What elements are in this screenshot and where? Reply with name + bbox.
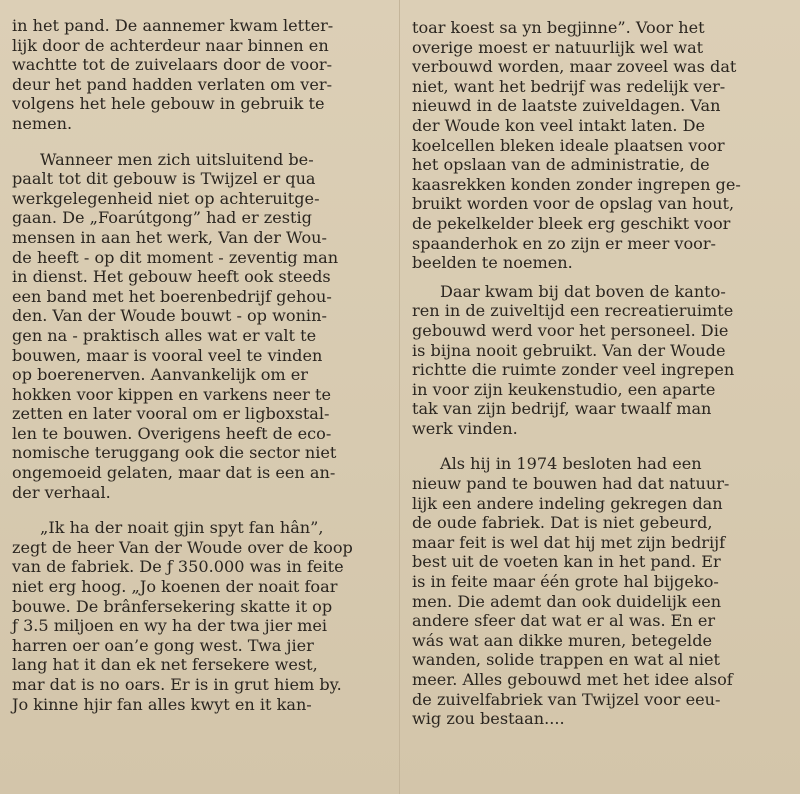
paragraph bbox=[12, 150, 390, 503]
text-line: lang hat it dan ek net fersekere west, bbox=[12, 655, 318, 675]
text-line: lijk door de achterdeur naar binnen en bbox=[12, 35, 329, 55]
text-line: het opslaan van de administratie, de bbox=[412, 155, 710, 175]
text-line: mensen in aan het werk, Van der Wou- bbox=[12, 227, 327, 247]
text-line: gen na - praktisch alles wat er valt te bbox=[12, 325, 317, 345]
column-divider bbox=[399, 0, 400, 794]
text-line: op boerenerven. Aanvankelijk om er bbox=[12, 365, 308, 385]
text-line: de oude fabriek. Dat is niet gebeurd, bbox=[412, 513, 713, 533]
text-line: ren in de zuiveltijd een recreatieruimte bbox=[412, 301, 734, 321]
text-line: wanden, solide trappen en wat al niet bbox=[412, 650, 721, 670]
text-line: ƒ 3.5 miljoen en wy ha der twa jier mei bbox=[12, 616, 328, 636]
text-line: nemen. bbox=[12, 113, 73, 133]
text-line: wás wat aan dikke muren, betegelde bbox=[412, 630, 713, 650]
text-line: len te bouwen. Overigens heeft de eco- bbox=[12, 423, 332, 443]
text-line: maar feit is wel dat hij met zijn bedrijf bbox=[412, 532, 726, 552]
right-column bbox=[412, 18, 788, 729]
text-line: Daar kwam bij dat boven de kanto- bbox=[440, 281, 726, 301]
text-line: de pekelkelder bleek erg geschikt voor bbox=[412, 213, 731, 233]
text-line: bruikt worden voor de opslag van hout, bbox=[412, 194, 735, 214]
text-line: gebouwd werd voor het personeel. Die bbox=[412, 320, 729, 340]
text-line: meer. Alles gebouwd met het idee alsof bbox=[412, 670, 733, 689]
text-line: nieuw pand te bouwen had dat natuur- bbox=[412, 474, 730, 494]
text-line: zetten en later vooral om er ligboxstal- bbox=[12, 404, 330, 424]
text-line: toar koest sa yn begjinne”. Voor het bbox=[412, 18, 705, 37]
text-line: der verhaal. bbox=[12, 482, 111, 502]
text-line: Jo kinne hjir fan alles kwyt en it kan- bbox=[12, 694, 312, 714]
text-line: een band met het boerenbedrijf gehou- bbox=[12, 286, 332, 306]
text-line: deur het pand hadden verlaten om ver- bbox=[12, 74, 333, 94]
text-line: „Ik ha der noait gjin spyt fan hân”, bbox=[40, 518, 324, 538]
text-line: lijk een andere indeling gekregen dan bbox=[412, 493, 723, 513]
text-line: paalt tot dit gebouw is Twijzel er qua bbox=[12, 169, 316, 189]
text-line: wig zou bestaan.... bbox=[412, 709, 565, 729]
text-line: overige moest er natuurlijk wel wat bbox=[412, 37, 704, 57]
text-line: de heeft - op dit moment - zeventig man bbox=[12, 247, 339, 267]
left-column bbox=[12, 16, 390, 714]
text-line: volgens het hele gebouw in gebruik te bbox=[12, 94, 325, 114]
text-line: tak van zijn bedrijf, waar twaalf man bbox=[412, 399, 712, 419]
text-line: Als hij in 1974 besloten had een bbox=[440, 454, 702, 474]
text-line: best uit de voeten kan in het pand. Er bbox=[412, 552, 721, 572]
paragraph bbox=[12, 518, 390, 714]
text-line: in het pand. De aannemer kwam letter- bbox=[12, 16, 334, 35]
text-line: niet erg hoog. „Jo koenen der noait foar bbox=[12, 577, 338, 597]
paragraph bbox=[12, 16, 390, 134]
text-line: harren oer oan’e gong west. Twa jier bbox=[12, 635, 314, 655]
text-line: andere sfeer dat wat er al was. En er bbox=[412, 611, 716, 631]
text-line: zegt de heer Van der Woude over de koop bbox=[12, 537, 353, 557]
text-line: Wanneer men zich uitsluitend be- bbox=[40, 149, 314, 169]
paragraph bbox=[412, 18, 788, 273]
text-line: wachtte tot de zuivelaars door de voor- bbox=[12, 55, 333, 75]
text-line: niet, want het bedrijf was redelijk ver- bbox=[412, 76, 726, 96]
text-line: in voor zijn keukenstudio, een aparte bbox=[412, 379, 716, 399]
text-line: van de fabriek. De ƒ 350.000 was in feite bbox=[12, 557, 344, 577]
text-line: is in feite maar één grote hal bijgeko- bbox=[412, 572, 719, 592]
text-line: der Woude kon veel intakt laten. De bbox=[412, 115, 706, 135]
text-line: beelden te noemen. bbox=[412, 253, 573, 273]
text-line: gaan. De „Foarútgong” had er zestig bbox=[12, 208, 312, 228]
text-line: kaasrekken konden zonder ingrepen ge- bbox=[412, 174, 741, 194]
text-line: men. Die ademt dan ook duidelijk een bbox=[412, 591, 722, 611]
text-line: werk vinden. bbox=[412, 418, 518, 438]
text-line: nomische teruggang ook die sector niet bbox=[12, 443, 337, 463]
text-line: hokken voor kippen en varkens neer te bbox=[12, 384, 331, 404]
text-line: nieuwd in de laatste zuiveldagen. Van bbox=[412, 96, 721, 116]
paragraph bbox=[412, 454, 788, 728]
paragraph bbox=[412, 282, 788, 439]
text-line: werkgelegenheid niet op achteruitge- bbox=[12, 188, 320, 208]
text-line: is bijna nooit gebruikt. Van der Woude bbox=[412, 340, 726, 360]
text-line: den. Van der Woude bouwt - op wonin- bbox=[12, 306, 327, 326]
text-line: in dienst. Het gebouw heeft ook steeds bbox=[12, 267, 331, 287]
text-line: de zuivelfabriek van Twijzel voor eeu- bbox=[412, 689, 721, 709]
text-line: spaanderhok en zo zijn er meer voor- bbox=[412, 233, 716, 253]
text-line: richtte die ruimte zonder veel ingrepen bbox=[412, 360, 735, 380]
text-line: koelcellen bleken ideale plaatsen voor bbox=[412, 135, 725, 155]
text-line: bouwen, maar is vooral veel te vinden bbox=[12, 345, 323, 365]
text-line: verbouwd worden, maar zoveel was dat bbox=[412, 57, 737, 77]
text-line: ongemoeid gelaten, maar dat is een an- bbox=[12, 463, 336, 483]
text-line: mar dat is no oars. Er is in grut hiem by. bbox=[12, 675, 342, 694]
text-line: bouwe. De brânfersekering skatte it op bbox=[12, 596, 333, 616]
